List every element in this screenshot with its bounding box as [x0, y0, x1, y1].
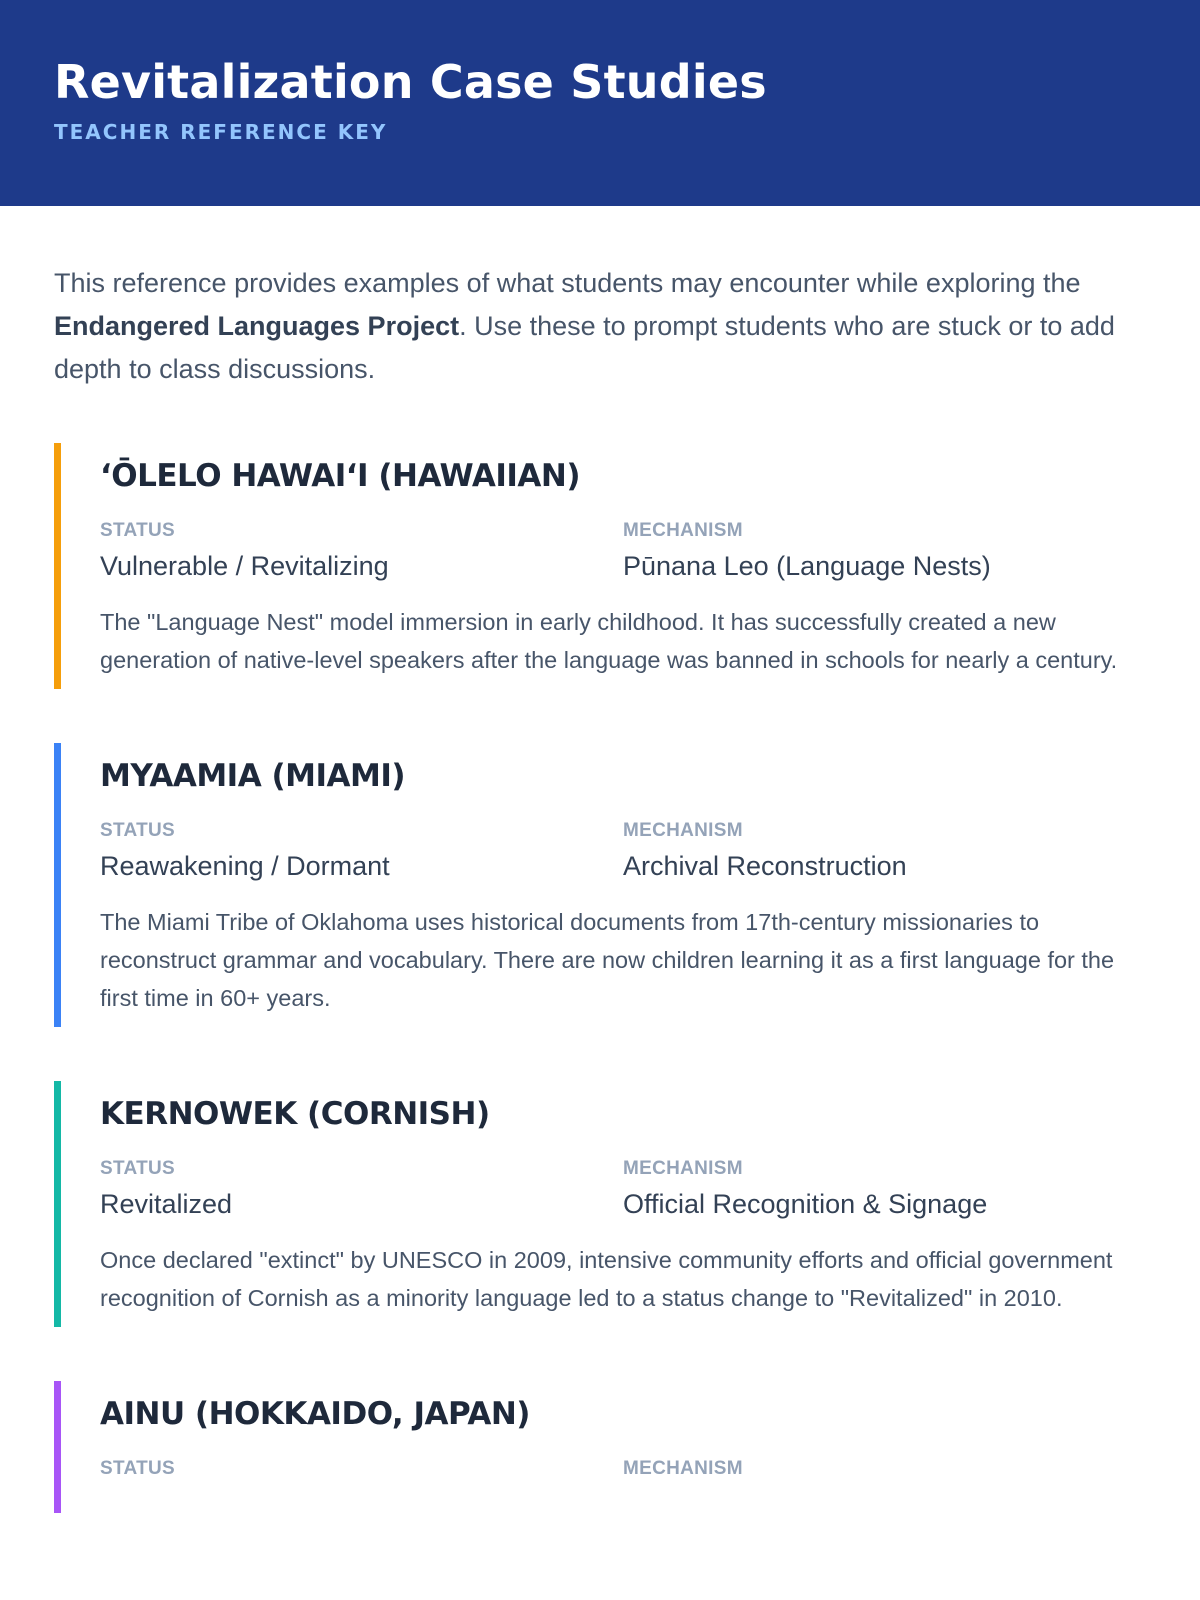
- mechanism-value: Official Recognition & Signage: [623, 1189, 988, 1219]
- case-meta: [100, 1457, 1146, 1485]
- case-accent-bar: [54, 443, 61, 689]
- mechanism-block: [623, 1457, 1146, 1485]
- intro-text-end: . Use these to prompt students who are stuck or to add depth to class discussions.: [54, 311, 1115, 384]
- status-block: [100, 819, 623, 885]
- status-value: Revitalized: [100, 1189, 233, 1219]
- mechanism-label: MECHANISM: [623, 820, 743, 841]
- case-study-hawaiian: [54, 443, 1146, 689]
- case-description: The "Language Nest" model immersion in early childhood. It has successfully created a new generation of native-level speakers after the language was banned in schools for nearly a century.: [100, 609, 1118, 673]
- mechanism-block: [623, 819, 1146, 885]
- status-label: STATUS: [100, 820, 175, 841]
- intro-project-name: Endangered Languages Project: [54, 311, 460, 341]
- case-meta: [100, 519, 1146, 585]
- case-title: AINU (HOKKAIDO, JAPAN): [100, 1396, 530, 1432]
- case-study-ainu: [54, 1381, 1146, 1513]
- case-study-miami: [54, 743, 1146, 1027]
- case-title: ʻŌLELO HAWAIʻI (HAWAIIAN): [100, 458, 581, 494]
- intro-paragraph: [54, 262, 1146, 391]
- mechanism-block: [623, 1157, 1146, 1223]
- status-block: [100, 1157, 623, 1223]
- case-meta: [100, 819, 1146, 885]
- status-label: STATUS: [100, 1158, 175, 1179]
- status-block: [100, 519, 623, 585]
- mechanism-block: [623, 519, 1146, 585]
- case-meta: [100, 1157, 1146, 1223]
- mechanism-label: MECHANISM: [623, 1458, 743, 1479]
- case-accent-bar: [54, 1381, 61, 1513]
- page-subtitle: TEACHER REFERENCE KEY: [54, 120, 388, 144]
- status-value: Reawakening / Dormant: [100, 851, 390, 881]
- status-block: [100, 1457, 623, 1485]
- mechanism-label: MECHANISM: [623, 520, 743, 541]
- intro-text-start: This reference provides examples of what students may encounter while exploring the: [54, 268, 1081, 298]
- case-description: Once declared "extinct" by UNESCO in 2009, intensive community efforts and official government recognition of Cornish as a minority language led to a status change to "Revitalized" in 2010.: [100, 1247, 1113, 1311]
- case-title: MYAAMIA (MIAMI): [100, 758, 406, 794]
- mechanism-value: Pūnana Leo (Language Nests): [623, 551, 991, 581]
- mechanism-value: Archival Reconstruction: [623, 851, 907, 881]
- page-header: [0, 0, 1200, 206]
- case-accent-bar: [54, 743, 61, 1027]
- case-studies-list: [54, 443, 1146, 1513]
- status-label: STATUS: [100, 520, 175, 541]
- status-value: Vulnerable / Revitalizing: [100, 551, 389, 581]
- case-description: The Miami Tribe of Oklahoma uses historical documents from 17th-century missionaries to reconstruct grammar and vocabulary. There are now children learning it as a first language for the first time in 60+ years.: [100, 909, 1115, 1011]
- page-title: Revitalization Case Studies: [54, 55, 767, 109]
- case-title: KERNOWEK (CORNISH): [100, 1096, 490, 1132]
- mechanism-label: MECHANISM: [623, 1158, 743, 1179]
- status-label: STATUS: [100, 1458, 175, 1479]
- case-accent-bar: [54, 1081, 61, 1327]
- case-study-cornish: [54, 1081, 1146, 1327]
